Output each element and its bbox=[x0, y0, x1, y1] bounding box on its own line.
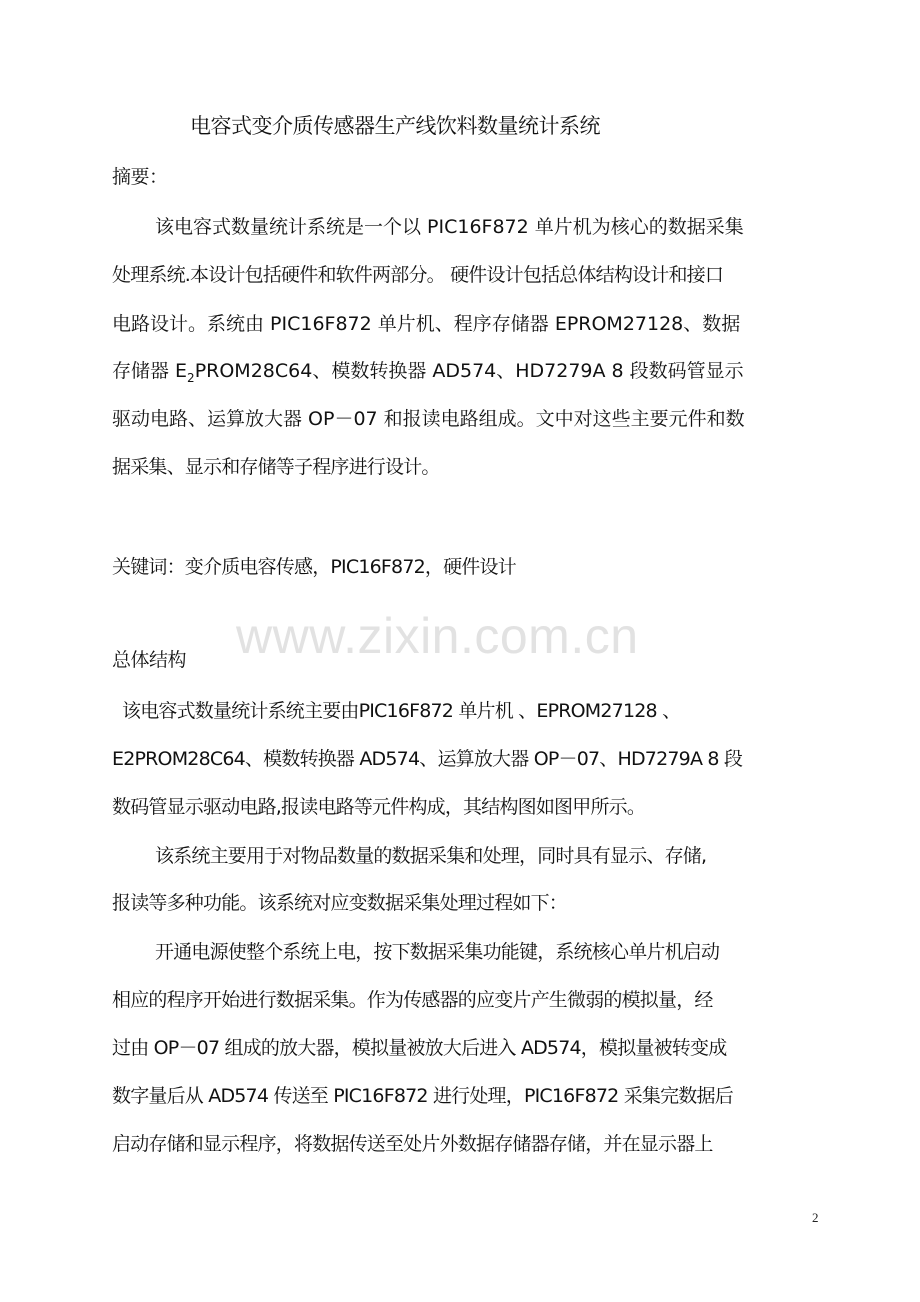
keywords-line: 关键词：变介质电容传感，PIC16F872，硬件设计 bbox=[112, 556, 516, 578]
abstract-heading: 摘要： bbox=[112, 166, 168, 188]
document-title: 电容式变介质传感器生产线饮料数量统计系统 bbox=[190, 114, 600, 138]
section-line-9: 数字量后从 AD574 传送至 PIC16F872 进行处理，PIC16F872 采集完数据后 bbox=[112, 1085, 733, 1107]
section-line-4: 该系统主要用于对物品数量的数据采集和处理，同时具有显示、存储, bbox=[155, 845, 707, 867]
section-line-10: 启动存储和显示程序，将数据传送至处片外数据存储器存储，并在显示器上 bbox=[112, 1133, 713, 1155]
abstract-line-1: 该电容式数量统计系统是一个以 PIC16F872 单片机为核心的数据采集 bbox=[155, 216, 744, 238]
section-line-6: 开通电源使整个系统上电，按下数据采集功能键，系统核心单片机启动 bbox=[155, 941, 720, 963]
abstract-line-4-start: 存储器 E bbox=[112, 360, 188, 382]
subscript-2: 2 bbox=[187, 370, 195, 385]
abstract-line-4 bbox=[112, 359, 744, 383]
section-line-1: 该电容式数量统计系统主要由PIC16F872 单片机 、EPROM27128 、 bbox=[122, 700, 681, 722]
watermark-text: www.zixin.com.cn bbox=[236, 608, 639, 664]
section-heading: 总体结构 bbox=[112, 649, 187, 671]
section-line-8: 过由 OP－07 组成的放大器，模拟量被放大后进入 AD574，模拟量被转变成 bbox=[112, 1037, 727, 1059]
abstract-line-5: 驱动电路、运算放大器 OP－07 和报读电路组成。文中对这些主要元件和数 bbox=[112, 408, 745, 430]
section-line-7: 相应的程序开始进行数据采集。作为传感器的应变片产生微弱的模拟量，经 bbox=[112, 989, 713, 1011]
abstract-line-3: 电路设计。系统由 PIC16F872 单片机、程序存储器 EPROM27128、数据 bbox=[112, 313, 741, 335]
abstract-line-4-end: PROM28C64、模数转换器 AD574、HD7279A 8 段数码管显示 bbox=[194, 360, 744, 382]
section-line-5: 报读等多种功能。该系统对应变数据采集处理过程如下： bbox=[112, 892, 568, 914]
abstract-line-2: 处理系统.本设计包括硬件和软件两部分。 硬件设计包括总体结构设计和接口 bbox=[112, 264, 724, 286]
abstract-line-6: 据采集、显示和存储等子程序进行设计。 bbox=[112, 456, 440, 478]
section-line-2: E2PROM28C64、模数转换器 AD574、运算放大器 OP－07、HD7279A 8 段 bbox=[112, 748, 743, 770]
page-number: 2 bbox=[812, 1210, 819, 1225]
section-line-3: 数码管显示驱动电路,报读电路等元件构成，其结构图如图甲所示。 bbox=[112, 796, 646, 818]
